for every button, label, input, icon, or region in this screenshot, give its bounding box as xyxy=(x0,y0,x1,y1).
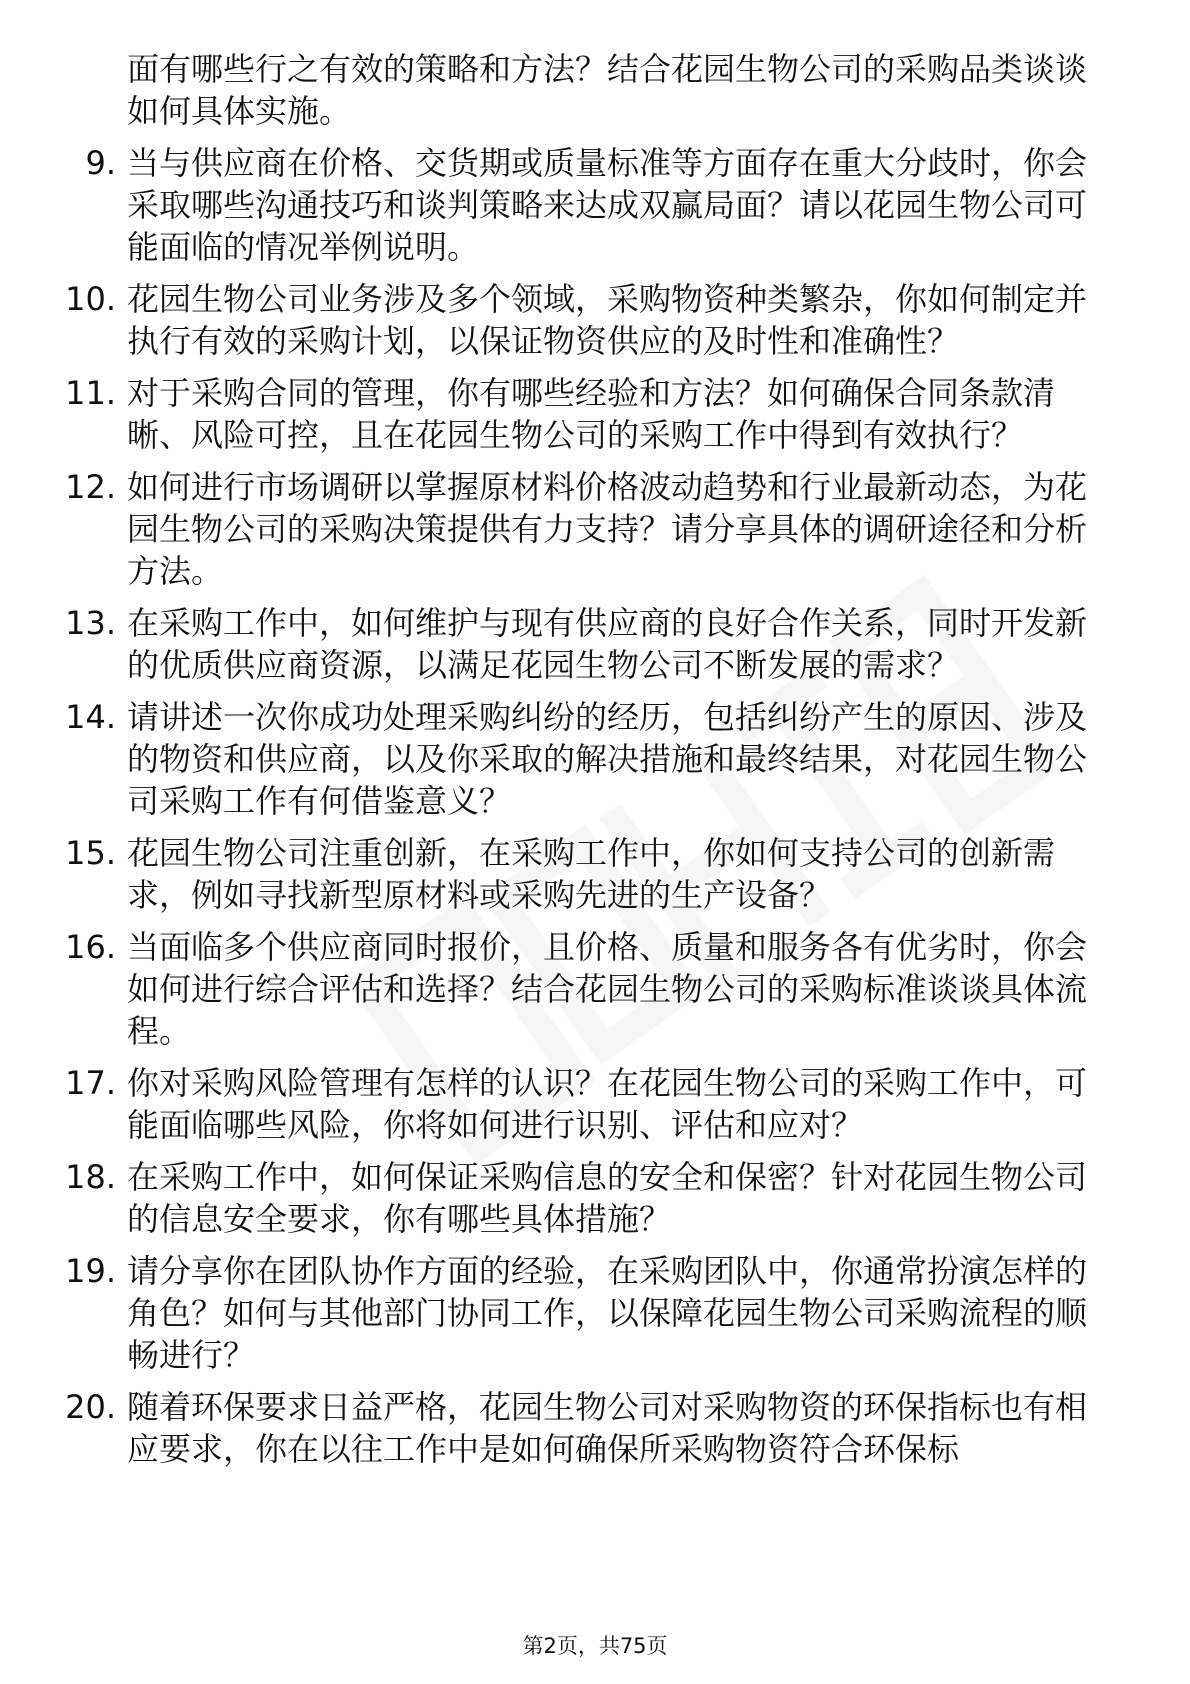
question-item xyxy=(0,1156,1190,1240)
question-item xyxy=(0,602,1190,686)
question-item xyxy=(0,466,1190,592)
page-number-footer: 第2页，共75页 xyxy=(522,1634,668,1658)
question-number: 19. xyxy=(65,1252,116,1290)
question-item xyxy=(0,926,1190,1052)
question-item xyxy=(0,1386,1190,1470)
question-item xyxy=(0,832,1190,916)
question-item xyxy=(0,696,1190,822)
question-number: 20. xyxy=(65,1388,116,1426)
question-item xyxy=(0,142,1190,268)
question-number: 11. xyxy=(65,374,116,412)
question-text: 你对采购风险管理有怎样的认识？在花园生物公司的采购工作中，可能面临哪些风险，你将如何进行识别、评估和应对？ xyxy=(127,1064,1088,1144)
question-text: 对于采购合同的管理，你有哪些经验和方法？如何确保合同条款清晰、风险可控，且在花园生物公司的采购工作中得到有效执行？ xyxy=(127,374,1056,454)
question-text: 花园生物公司注重创新，在采购工作中，你如何支持公司的创新需求，例如寻找新型原材料或采购先进的生产设备？ xyxy=(127,834,1056,914)
question-number: 10. xyxy=(65,280,116,318)
question-text: 随着环保要求日益严格，花园生物公司对采购物资的环保指标也有相应要求，你在以往工作中是如何确保所采购物资符合环保标 xyxy=(127,1388,1088,1468)
question-list xyxy=(0,48,1190,1480)
question-item xyxy=(0,1062,1190,1146)
question-item xyxy=(0,1250,1190,1376)
question-number: 12. xyxy=(65,468,116,506)
question-item xyxy=(0,372,1190,456)
question-number: 14. xyxy=(65,698,116,736)
question-number: 9. xyxy=(85,144,116,182)
question-text: 在采购工作中，如何保证采购信息的安全和保密？针对花园生物公司的信息安全要求，你有哪些具体措施？ xyxy=(127,1158,1088,1238)
question-text: 如何进行市场调研以掌握原材料价格波动趋势和行业最新动态，为花园生物公司的采购决策提供有力支持？请分享具体的调研途径和分析方法。 xyxy=(127,468,1088,590)
question-text: 请讲述一次你成功处理采购纠纷的经历，包括纠纷产生的原因、涉及的物资和供应商，以及你采取的解决措施和最终结果，对花园生物公司采购工作有何借鉴意义？ xyxy=(127,698,1088,820)
question-item xyxy=(0,278,1190,362)
question-text: 当与供应商在价格、交货期或质量标准等方面存在重大分歧时，你会采取哪些沟通技巧和谈判策略来达成双赢局面？请以花园生物公司可能面临的情况举例说明。 xyxy=(127,144,1088,266)
question-number: 17. xyxy=(65,1064,116,1102)
question-number: 15. xyxy=(65,834,116,872)
question-number: 16. xyxy=(65,928,116,966)
question-text: 在采购工作中，如何维护与现有供应商的良好合作关系，同时开发新的优质供应商资源，以满足花园生物公司不断发展的需求？ xyxy=(127,604,1088,684)
continued-question-text: 面有哪些行之有效的策略和方法？结合花园生物公司的采购品类谈谈如何具体实施。 xyxy=(127,50,1088,130)
question-number: 18. xyxy=(65,1158,116,1196)
question-text: 当面临多个供应商同时报价，且价格、质量和服务各有优劣时，你会如何进行综合评估和选择？结合花园生物公司的采购标准谈谈具体流程。 xyxy=(127,928,1088,1050)
question-number: 13. xyxy=(65,604,116,642)
question-text: 花园生物公司业务涉及多个领域，采购物资种类繁杂，你如何制定并执行有效的采购计划，以保证物资供应的及时性和准确性？ xyxy=(127,280,1088,360)
question-text: 请分享你在团队协作方面的经验，在采购团队中，你通常扮演怎样的角色？如何与其他部门协同工作，以保障花园生物公司采购流程的顺畅进行？ xyxy=(127,1252,1088,1374)
